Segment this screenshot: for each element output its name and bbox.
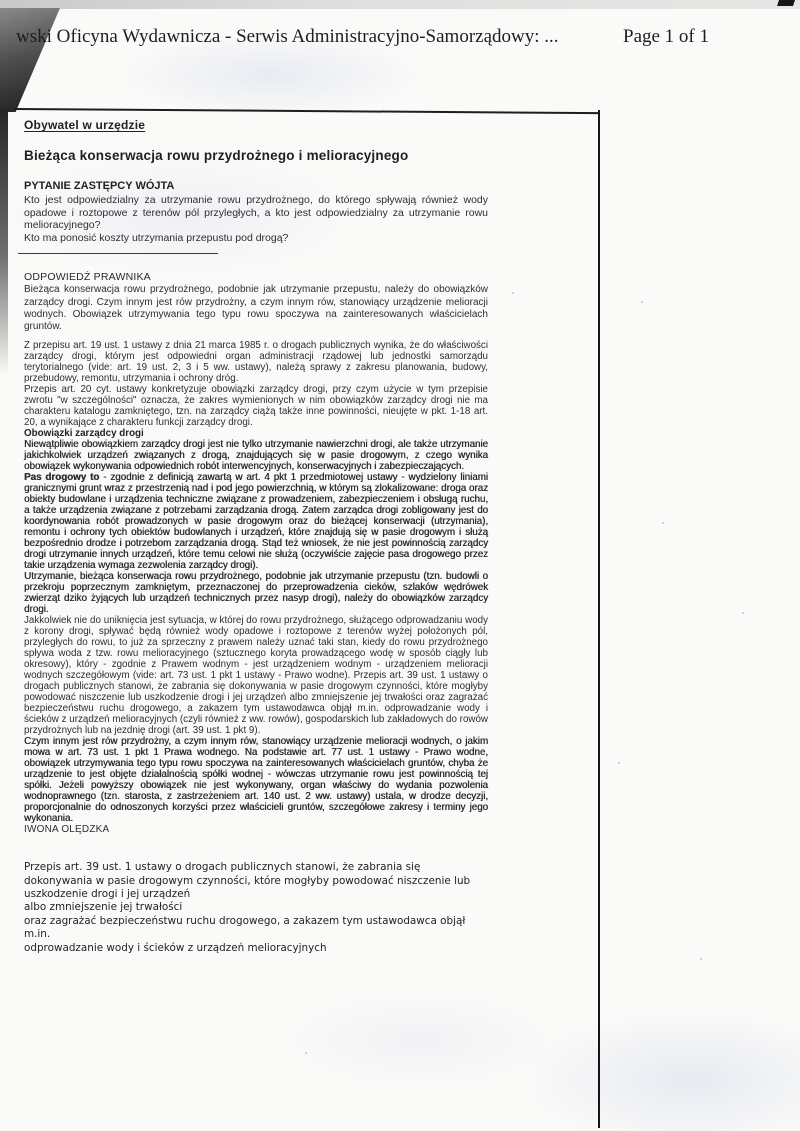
- scan-corner-artifact: [0, 8, 60, 112]
- scan-speck: [662, 522, 664, 524]
- page-header: [0, 26, 800, 56]
- article-title: Bieżąca konserwacja rowu przydrożnego i melioracyjnego: [24, 148, 409, 163]
- scan-edge-left: [0, 110, 8, 375]
- scan-speck: [641, 301, 643, 303]
- answer-paragraph: Czym innym jest rów przydrożny, a czym innym rów, stanowiący urządzenie melioracji wodnych, o jakim mowa w art. 73 ust. 1 pkt 1 Prawa wodnego. Na podstawie art. 77 ust. 1 ustawy - Prawo wodne, obowiązek utrzymywania tego typu rowu spoczywa na zainteresowanych właścicielach gruntów, chyba że urządzenie to jest objęte działalnością spółki wodnej - wówczas utrzymanie rowu jest powinnością tej spółki. Jeżeli powyższy obowiązek nie jest wykonywany, organ właściwy do wydania pozwolenia wodnoprawnego (tzn. starosta, z zastrzeżeniem art. 140 ust. 2 ww. ustawy) ustala, w drodze decyzji, proporcjonalnie do odnoszonych korzyści przez właścicieli gruntów, szczegółowe zakresy i terminy jego wykonania.: [24, 736, 488, 825]
- content-box-border-right: [598, 110, 600, 1128]
- scan-edge-top: [0, 0, 800, 9]
- scan-speck: [618, 762, 620, 764]
- section-label: Obywatel w urzędzie: [24, 118, 146, 132]
- question-text: Kto jest odpowiedzialny za utrzymanie rowu przydrożnego, do którego spływają również wody opadowe i roztopowe z terenów pól przyległych, a kto jest odpowiedzialny za utrzymanie rowu melioracyjnego?: [24, 194, 488, 232]
- quote-line: odprowadzanie wody i ścieków z urządzeń melioracyjnych: [24, 941, 327, 954]
- scan-mark-top-right: [777, 0, 795, 6]
- quote-line: albo zmniejszenie jej trwałości: [24, 901, 183, 914]
- question-heading: PYTANIE ZASTĘPCY WÓJTA: [24, 180, 175, 192]
- scan-speck: [700, 958, 702, 960]
- header-page-number: Page 1 of 1: [623, 26, 710, 47]
- answer-intro: Bieżąca konserwacja rowu przydrożnego, podobnie jak utrzymanie przepustu, należy do obowiązków zarządcy drogi. Czym innym jest rów przydrożny, a czym innym rów, stanowiący urządzenie melioracji wodnych. Obowiązek utrzymywania tego typu rowu spoczywa na zainteresowanych właścicielach gruntów.: [24, 284, 488, 332]
- content-box-border-top: [14, 108, 600, 114]
- author-name: IWONA OLĘDZKA: [24, 824, 110, 836]
- answer-paragraph: Utrzymanie, bieżąca konserwacja rowu przydrożnego, podobnie jak utrzymanie przepustu (tzn. budowli o przekroju poprzecznym zamkniętym, przeznaczonej do przeprowadzenia cieków, szlaków wędrówek zwierząt dziko żyjących lub urządzeń technicznych przez nasyp drogi), należy do obowiązków zarządcy drogi.: [24, 571, 488, 616]
- scan-speck: [512, 292, 514, 294]
- answer-body: [24, 340, 488, 835]
- separator-line: [18, 253, 218, 254]
- quoted-provision-block: [24, 861, 486, 955]
- answer-paragraph: Jakkolwiek nie do uniknięcia jest sytuacja, w której do rowu przydrożnego, służącego odprowadzaniu wody z korony drogi, spływać będą również wody opadowe i roztopowe z terenów wyżej położonych pól, przyległych do rowu, to już za sprzeczny z prawem należy uznać taki stan, kiedy do rowu przydrożnego spływa woda z tzw. rowu melioracyjnego (sztucznego koryta prowadzącego wodę w sposób ciągły lub okresowy), który - zgodnie z Prawem wodnym - jest urządzeniem wodnym - urządzeniem melioracji wodnych szczegółowym (vide: art. 73 ust. 1 pkt 1 ustawy - Prawo wodne). Przepis art. 39 ust. 1 ustawy o drogach publicznych stanowi, że zabrania się dokonywania w pasie drogowym czynności, które mogłyby powodować niszczenie lub uszkodzenie drogi i jej urządzeń albo zmniejszenie jej trwałości oraz zagrażać bezpieczeństwu ruchu drogowego, a zakazem tym ustawodawca objął m.in. odprowadzanie wody i ścieków z urządzeń melioracyjnych (czyli również z ww. rowów), gospodarskich lub zakładowych do rowów przydrożnych lub na jezdnię drogi (art. 39 ust. 1 pkt 9).: [24, 615, 488, 737]
- article-content: [24, 118, 488, 955]
- answer-paragraph: [24, 472, 488, 571]
- answer-paragraph-rest: - zgodnie z definicją zawartą w art. 4 pkt 1 przedmiotowej ustawy - wydzielony liniami granicznymi grunt wraz z przestrzenią nad i pod jego powierzchnią, w którym są zlokalizowane: droga oraz obiekty budowlane i urządzenia techniczne związane z prowadzeniem, zabezpieczeniem i obsługą ruchu, a także urządzenia związane z potrzebami zarządzania drogą. Zatem zarządca drogi zobligowany jest do koordynowania robót prowadzonych w pasie drogowym oraz do bieżącej konserwacji (utrzymania), remontu i ochrony tych obiektów budowlanych i urządzeń, które znajdują się w pasie drogowym i służą bezpośrednio drodze i potrzebom zarządzania drogą. Stąd też wniosek, że nie jest powinnością zarządcy drogi utrzymanie innych urządzeń, które temu celowi nie służą (oczywiście zajęcie pasa drogowego przez takie urządzenia wymaga zezwolenia zarządcy drogi).: [24, 472, 488, 572]
- quote-line: oraz zagrażać bezpieczeństwu ruchu drogowego, a zakazem tym ustawodawca objął m.in.: [24, 914, 466, 941]
- question-text-2: Kto ma ponosić koszty utrzymania przepustu pod drogą?: [24, 231, 289, 244]
- answer-paragraph: Niewątpliwie obowiązkiem zarządcy drogi jest nie tylko utrzymanie nawierzchni drogi, ale także utrzymanie jakichkolwiek urządzeń związanych z drogą, znajdujących się w pasie drogowym, z czego wynika obowiązek wykonywania odpowiednich robót interwencyjnych, konserwacyjnych i zabezpieczających.: [24, 439, 488, 473]
- answer-paragraph-lead: Pas drogowy to: [24, 472, 100, 484]
- answer-paragraph: Przepis art. 20 cyt. ustawy konkretyzuje obowiązki zarządcy drogi, przy czym użycie w tym przepisie zwrotu "w szczególności" oznacza, że zakres wymienionych w nim obowiązków zarządcy drogi nie ma charakteru katalogu zamkniętego, tzn. na zarządcy ciążą także inne powinności, nieujęte w pkt. 1-18 art. 20, a wynikające z charakteru funkcji zarządcy drogi.: [24, 384, 488, 429]
- quote-line: Przepis art. 39 ust. 1 ustawy o drogach publicznych stanowi, że zabrania się dokonywania w pasie drogowym czynności, które mogłyby powodować niszczenie lub uszkodzenie drogi i jej urządzeń: [24, 861, 471, 900]
- scan-speck: [742, 612, 744, 614]
- answer-paragraph: Z przepisu art. 19 ust. 1 ustawy z dnia 21 marca 1985 r. o drogach publicznych wynika, że do właściwości zarządcy drogi, którym jest odpowiedni organ administracji rządowej lub jednostki samorządu terytorialnego (vide: art. 19 ust. 2, 3 i 5 ww. ustawy), należą sprawy z zakresu planowania, budowy, przebudowy, remontu, utrzymania i ochrony dróg.: [24, 340, 488, 385]
- answer-subheading: Obowiązki zarządcy drogi: [24, 428, 144, 440]
- answer-heading: ODPOWIEDŹ PRAWNIKA: [24, 271, 151, 284]
- header-source-title: wski Oficyna Wydawnicza - Serwis Administracyjno-Samorządowy: ...: [16, 26, 559, 47]
- scan-speck: [305, 1052, 307, 1054]
